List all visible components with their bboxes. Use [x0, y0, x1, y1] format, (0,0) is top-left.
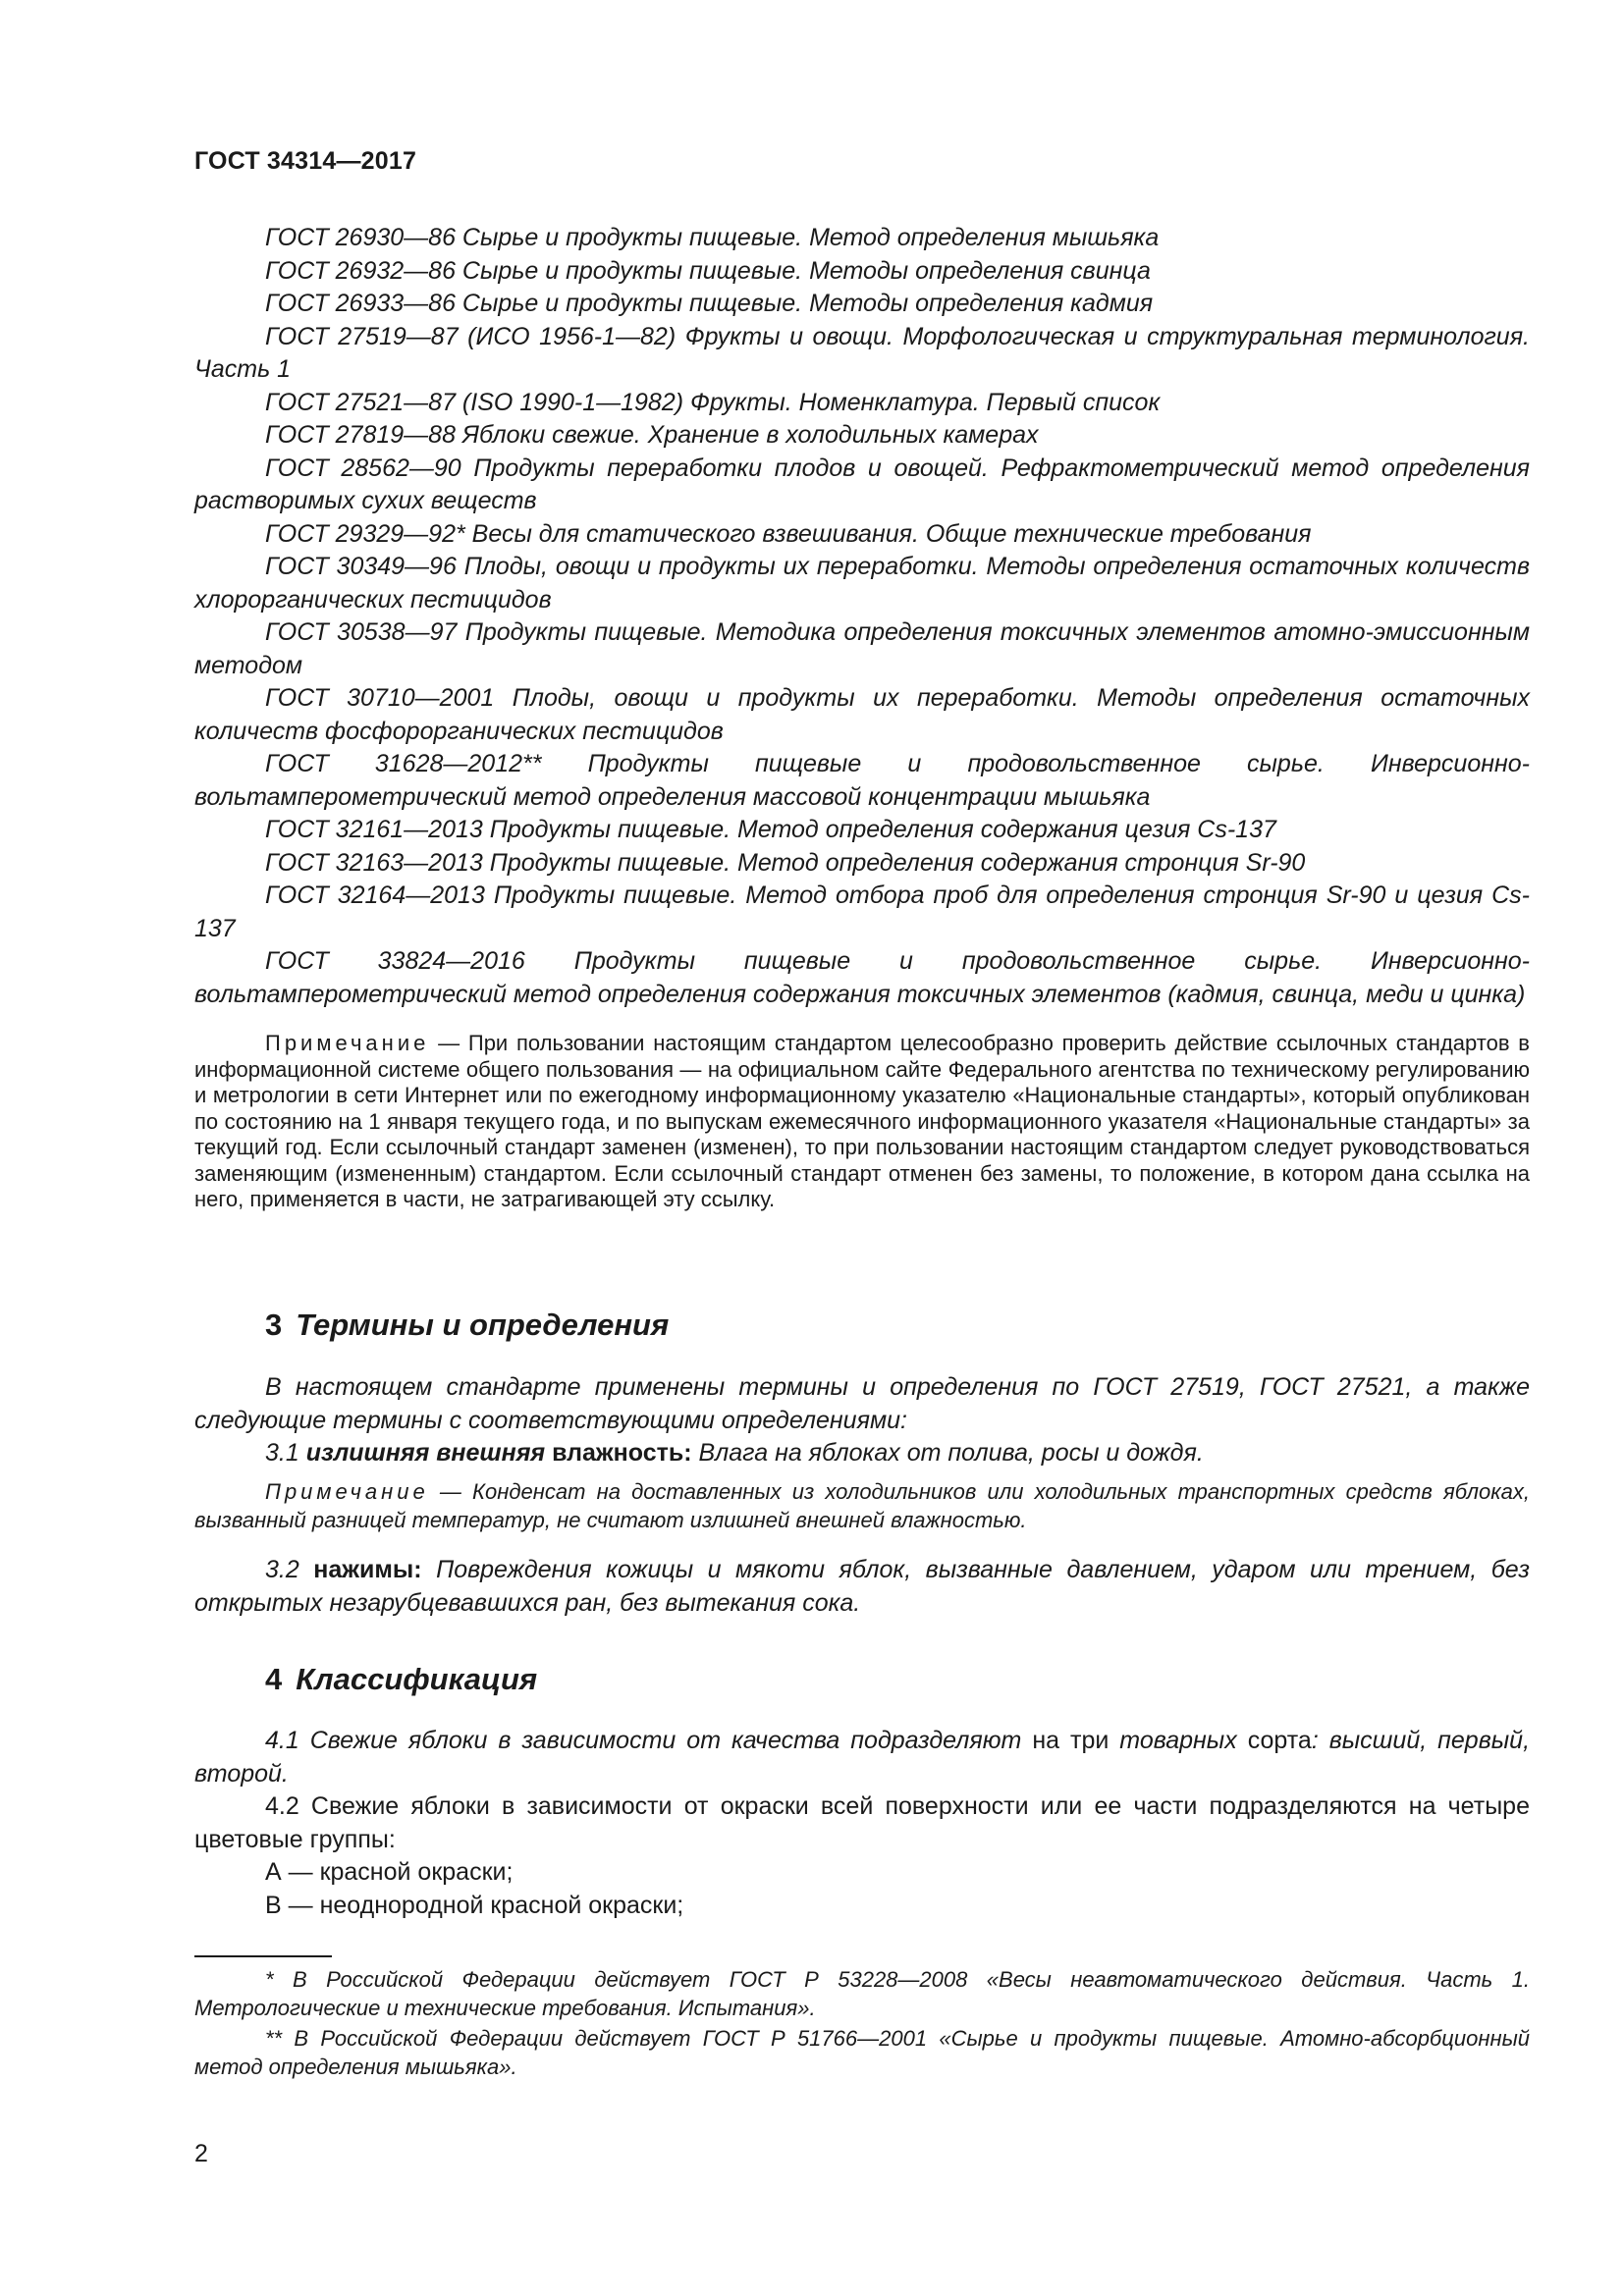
note-label: Примечание — [265, 1031, 430, 1055]
reference-item: ГОСТ 30538—97 Продукты пищевые. Методика определения токсичных элементов атомно-эмиссионным методом — [194, 618, 1530, 679]
reference-item: ГОСТ 28562—90 Продукты переработки плодов и овощей. Рефрактометрический метод определения растворимых сухих веществ — [194, 454, 1530, 514]
reference-item: ГОСТ 26932—86 Сырье и продукты пищевые. Методы определения свинца — [265, 256, 1151, 285]
section-title: Термины и определения — [296, 1308, 670, 1342]
reference-item: ГОСТ 30349—96 Плоды, овощи и продукты их переработки. Методы определения остаточных количеств хлорорганических пестицидов — [194, 553, 1530, 614]
reference-item: ГОСТ 26933—86 Сырье и продукты пищевые. Методы определения кадмия — [265, 290, 1154, 317]
clause-4-1 — [194, 1725, 1530, 1790]
clause-text: : высший, первый, второй. — [194, 1727, 1531, 1788]
reference-item: ГОСТ 29329—92* Весы для статического взвешивания. Общие технические требования — [265, 519, 1312, 548]
reference-item: ГОСТ 27519—87 (ИСО 1956-1—82) Фрукты и овощи. Морфологическая и структуральная терминология. Часть 1 — [194, 322, 1530, 383]
term-3-1-note — [194, 1477, 1530, 1534]
footnotes — [194, 1966, 1530, 2084]
reference-item: ГОСТ 27521—87 (ISO 1990-1—1982) Фрукты. Номенклатура. Первый список — [265, 388, 1161, 416]
section-number: 4 — [265, 1662, 283, 1696]
footnote-separator — [194, 1955, 332, 1957]
references-note — [194, 1031, 1530, 1213]
clause-text: на три — [1021, 1727, 1120, 1754]
note-label: Примечание — [265, 1479, 429, 1504]
clause-text: сорта — [1236, 1727, 1312, 1754]
term-number: 3.1 — [265, 1439, 306, 1467]
reference-item: ГОСТ 32161—2013 Продукты пищевые. Метод определения содержания цезия Cs-137 — [265, 816, 1276, 843]
term-name-suffix: влажность: — [545, 1439, 692, 1467]
footnote: ** В Российской Федерации действует ГОСТ Р 51766—2001 «Сырье и продукты пищевые. Атомно-абсорбционный метод определения мышьяка». — [194, 2026, 1530, 2079]
page-number: 2 — [194, 2140, 208, 2167]
reference-item: ГОСТ 32163—2013 Продукты пищевые. Метод определения содержания стронция Sr-90 — [265, 848, 1306, 877]
section-3-body — [194, 1371, 1530, 1470]
section-title: Классификация — [296, 1662, 538, 1696]
clause-text: 4.1 Свежие яблоки в зависимости от качества подразделяют — [265, 1727, 1022, 1754]
reference-item: ГОСТ 30710—2001 Плоды, овощи и продукты их переработки. Методы определения остаточных количеств фосфорорганических пестицидов — [194, 684, 1530, 745]
term-name: нажимы: — [313, 1556, 422, 1583]
term-definition: Влага на яблоках от полива, росы и дождя. — [691, 1439, 1204, 1467]
section-number: 3 — [265, 1308, 283, 1342]
reference-item: ГОСТ 32164—2013 Продукты пищевые. Метод отбора проб для определения стронция Sr-90 и цезия Cs-137 — [194, 881, 1530, 942]
list-item: В — неоднородной красной окраски; — [265, 1891, 684, 1919]
term-definition: Повреждения кожицы и мякоти яблок, вызванные давлением, ударом или трением, без открытых незарубцевавшихся ран, без вытекания сока. — [194, 1556, 1530, 1617]
term-3-2-block — [194, 1554, 1530, 1620]
clause-text: товарных — [1119, 1727, 1237, 1754]
reference-item: ГОСТ 33824—2016 Продукты пищевые и продовольственное сырье. Инверсионно-вольтамперометрический метод определения содержания токсичных элементов (кадмия, свинца, меди и цинка) — [194, 947, 1530, 1008]
reference-item: ГОСТ 26930—86 Сырье и продукты пищевые. Метод определения мышьяка — [265, 224, 1160, 251]
term-3-2 — [194, 1554, 1530, 1620]
normative-references-list — [194, 222, 1530, 1011]
term-name: излишняя внешняя — [305, 1439, 546, 1467]
section-3-heading — [265, 1308, 669, 1343]
reference-item: ГОСТ 31628—2012** Продукты пищевые и продовольственное сырье. Инверсионно-вольтамперометрический метод определения массовой концентрации мышьяка — [194, 750, 1530, 811]
section-3-intro: В настоящем стандарте применены термины и определения по ГОСТ 27519, ГОСТ 27521, а также следующие термины с соответствующими определениями: — [194, 1373, 1530, 1434]
document-header: ГОСТ 34314—2017 — [194, 147, 417, 175]
note-text: — Конденсат на доставленных из холодильников или холодильных транспортных средств яблоках, вызванный разницей температур, не считают излишней внешней влажностью. — [194, 1479, 1530, 1532]
footnote: * В Российской Федерации действует ГОСТ Р 53228—2008 «Весы неавтоматического действия. Часть 1. Метрологические и технические требования. Испытания». — [194, 1967, 1530, 2020]
clause-4-2: 4.2 Свежие яблоки в зависимости от окраски всей поверхности или ее части подразделяются на четыре цветовые группы: — [194, 1792, 1530, 1853]
list-item: А — красной окраски; — [265, 1858, 514, 1886]
section-4-body — [194, 1725, 1530, 1922]
section-4-heading — [265, 1662, 537, 1697]
term-3-1 — [194, 1437, 1530, 1470]
note-text: — При пользовании настоящим стандартом целесообразно проверить действие ссылочных стандартов в информационной системе общего пользования — на официальном сайте Федерального агентства по техническому регулированию и метрологии в сети Интернет или по ежегодному информационному указателю «Национальные стандарты», который опубликован по состоянию на 1 января текущего года, и по выпускам ежемесячного информационного указателя «Национальные стандарты» за текущий год. Если ссылочный стандарт заменен (изменен), то при пользовании настоящим стандартом следует руководствоваться заменяющим (измененным) стандартом. Если ссылочный стандарт отменен без замены, то положение, в котором дана ссылка на него, применяется в части, не затрагивающей эту ссылку. — [194, 1031, 1530, 1211]
reference-item: ГОСТ 27819—88 Яблоки свежие. Хранение в холодильных камерах — [265, 421, 1039, 449]
term-number: 3.2 — [265, 1556, 314, 1583]
